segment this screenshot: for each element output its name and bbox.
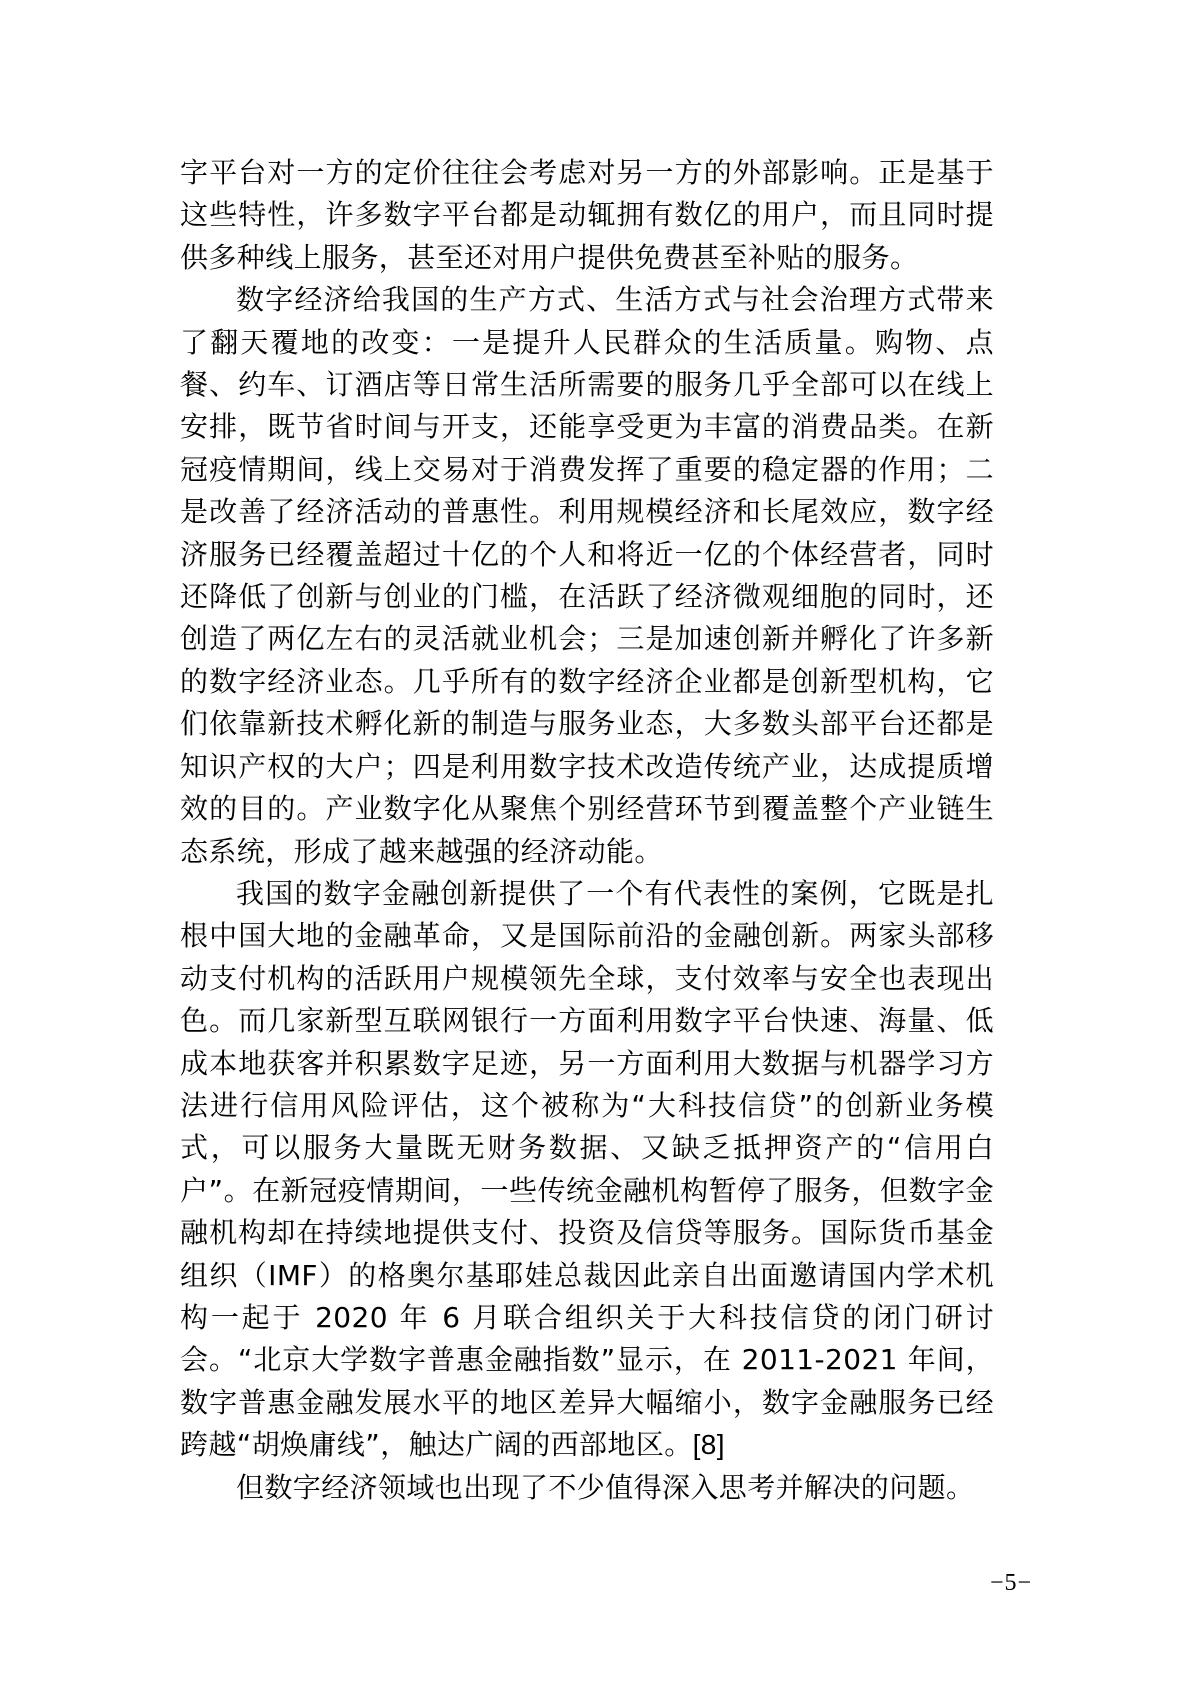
paragraph-2-text: 数字经济给我国的生产方式、生活方式与社会治理方式带来了翻天覆地的改变：一是提升人民群众的生活质量。购物、点餐、约车、订酒店等日常生活所需要的服务几乎全部可以在线上安排，既节省时间与开支，还能享受更为丰富的消费品类。在新冠疫情期间，线上交易对于消费发挥了重要的稳定器的作用；二是改善了经济活动的普惠性。利用规模经济和长尾效应，数字经济服务已经覆盖超过十亿的个人和将近一亿的个体经营者，同时还降低了创新与创业的门槛，在活跃了经济微观细胞的同时，还创造了两亿左右的灵活就业机会；三是加速创新并孵化了许多新的数字经济业态。几乎所有的数字经济企业都是创新型机构，它们依靠新技术孵化新的制造与服务业态，大多数头部平台还都是知识产权的大户；四是利用数字技术改造传统产业，达成提质增效的目的。产业数字化从聚焦个别经营环节到覆盖整个产业链生态系统，形成了越来越强的经济动能。 (180, 283, 994, 868)
paragraph-4 (180, 1467, 994, 1509)
paragraph-3-text: 我国的数字金融创新提供了一个有代表性的案例，它既是扎根中国大地的金融革命，又是国际前沿的金融创新。两家头部移动支付机构的活跃用户规模领先全球，支付效率与安全也表现出色。而几家新型互联网银行一方面利用数字平台快速、海量、低成本地获客并积累数字足迹，另一方面利用大数据与机器学习方法进行信用风险评估，这个被称为“大科技信贷”的创新业务模式，可以服务大量既无财务数据、又缺乏抵押资产的“信用白户”。在新冠疫情期间，一些传统金融机构暂停了服务，但数字金融机构却在持续地提供支付、投资及信贷等服务。国际货币基金组织（IMF）的格奥尔基耶娃总裁因此亲自出面邀请国内学术机构一起于 2020 年 6 月联合组织关于大科技信贷的闭门研讨会。“北京大学数字普惠金融指数”显示，在 2011-2021 年间，数字普惠金融发展水平的地区差异大幅缩小，数字金融服务已经跨越“胡焕庸线”，触达广阔的西部地区。 (180, 876, 994, 1462)
paragraph-2 (180, 279, 994, 873)
page-number: −5− (990, 1570, 1033, 1596)
paragraph-1 (180, 152, 994, 279)
document-body (180, 152, 994, 1509)
paragraph-3 (180, 873, 994, 1467)
citation-reference[interactable]: [8] (692, 1429, 725, 1461)
paragraph-4-text: 但数字经济领域也出现了不少值得深入思考并解决的问题。 (236, 1470, 975, 1504)
paragraph-1-text: 字平台对一方的定价往往会考虑对另一方的外部影响。正是基于这些特性，许多数字平台都是动辄拥有数亿的用户，而且同时提供多种线上服务，甚至还对用户提供免费甚至补贴的服务。 (180, 156, 994, 274)
